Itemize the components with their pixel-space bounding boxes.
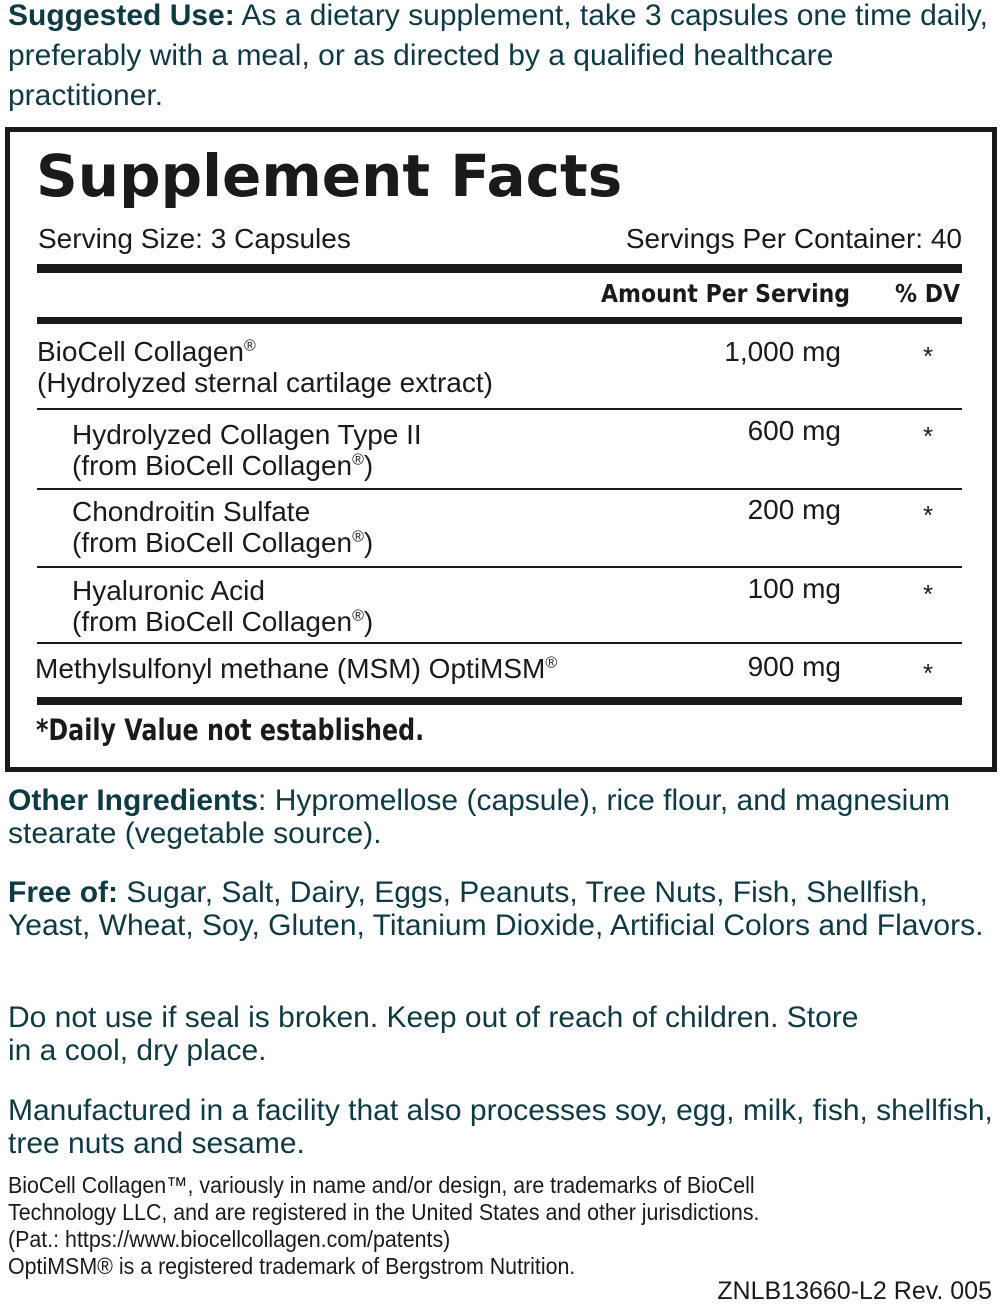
nutrient-dv: * (923, 341, 934, 371)
row-divider (37, 408, 962, 410)
nutrient-name: Methylsulfonyl methane (MSM) OptiMSM® (35, 653, 558, 684)
nutrient-name: Chondroitin Sulfate (72, 496, 311, 527)
nutrient-sub: (from BioCell Collagen®) (72, 606, 374, 637)
row-divider (37, 642, 962, 644)
nutrient-amount: 1,000 mg (724, 336, 841, 367)
trademark-biocell: BioCell Collagen™, variously in name and/or design, are trademarks of BioCell Technology LLC, and are registered in the United States and other jurisdictions. (Pat.: https://www.biocellcollagen.com/patents) (8, 1172, 760, 1252)
nutrient-name: BioCell Collagen® (37, 336, 256, 367)
suggested-use-label: Suggested Use: (8, 0, 235, 32)
nutrient-amount: 100 mg (747, 573, 841, 604)
nutrient-amount: 900 mg (747, 651, 841, 682)
nutrient-sub: (from BioCell Collagen®) (72, 450, 374, 481)
thick-divider-top (37, 264, 962, 273)
free-of-label: Free of: (8, 876, 119, 909)
nutrient-dv: * (923, 421, 934, 451)
suggested-use (8, 0, 993, 116)
warning-text: Do not use if seal is broken. Keep out of reach of children. Store in a cool, dry place. (8, 1001, 859, 1067)
nutrient-dv: * (923, 579, 934, 609)
other-ingredients-text: : Hypromellose (capsule), rice flour, and magnesium stearate (vegetable source). (8, 784, 951, 850)
free-of-text: Sugar, Salt, Dairy, Eggs, Peanuts, Tree Nuts, Fish, Shellfish, Yeast, Wheat, Soy, Gluten, Titanium Dioxide, Artificial Colors and Flavors. (8, 876, 984, 942)
free-of (8, 876, 993, 942)
trademark-optimsm: OptiMSM® is a registered trademark of Bergstrom Nutrition. (8, 1253, 576, 1279)
nutrient-amount: 600 mg (747, 415, 841, 446)
suggested-use-text: As a dietary supplement, take 3 capsules one time daily, preferably with a meal, or as directed by a qualified healthcare practitioner. (8, 0, 988, 112)
row-divider (37, 488, 962, 490)
nutrient-dv: * (923, 500, 934, 530)
nutrient-amount: 200 mg (747, 494, 841, 525)
nutrient-name: Hyaluronic Acid (72, 575, 265, 606)
nutrient-sub: (Hydrolyzed sternal cartilage extract) (37, 367, 493, 398)
daily-value-footnote: *Daily Value not established. (36, 713, 425, 747)
servings-per-container: Servings Per Container: 40 (625, 223, 962, 254)
nutrient-sub: (from BioCell Collagen®) (72, 527, 374, 558)
thick-divider-bottom (37, 697, 962, 705)
other-ingredients-label: Other Ingredients (8, 784, 259, 817)
nutrient-name: Hydrolyzed Collagen Type II (72, 419, 422, 450)
facts-title: Supplement Facts (36, 142, 623, 210)
col-amount-header: Amount Per Serving (601, 279, 851, 308)
thick-divider-header (37, 317, 962, 324)
serving-size: Serving Size: 3 Capsules (38, 223, 351, 254)
nutrient-dv: * (923, 658, 934, 688)
other-ingredients (8, 784, 993, 850)
allergen-statement: Manufactured in a facility that also processes soy, egg, milk, fish, shellfish, tree nuts and sesame. (8, 1094, 993, 1160)
label-code: ZNLB13660-L2 Rev. 005 (717, 1277, 992, 1305)
row-divider (37, 566, 962, 568)
col-dv-header: % DV (895, 279, 960, 308)
